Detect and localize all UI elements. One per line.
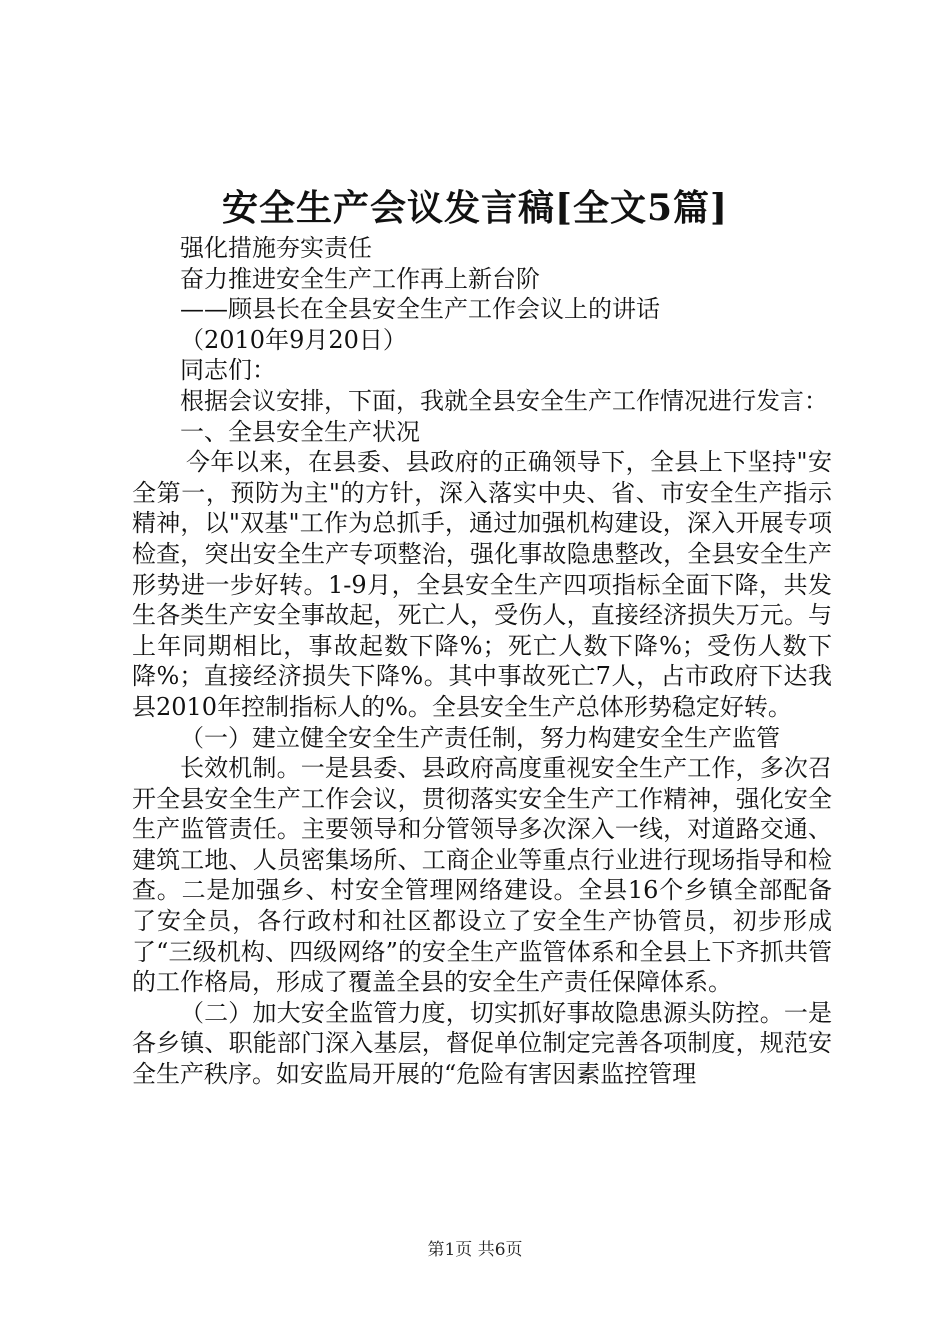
salutation: 同志们： [180, 356, 276, 385]
paragraph-responsibility: 长效机制。一是县委、县政府高度重视安全生产工作，多次召开全县安全生产工作会议，贯彻落实安全生产工作精神，强化安全生产监管责任。主要领导和分管领导多次深入一线，对道路交通、建筑工地、人员密集场所、工商企业等重点行业进行现场指导和检查。二是加强乡、村安全管理网络建设。全县16个乡镇全部配备了安全员，各行政村和社区都设立了安全生产协管员，初步形成了“三级机构、四级网络”的安全生产监管体系和全县上下齐抓共管的工作格局，形成了覆盖全县的安全生产责任保障体系。 [132, 754, 832, 997]
speech-attribution: ——顾县长在全县安全生产工作会议上的讲话 [180, 295, 660, 324]
document-body [132, 233, 832, 1090]
page-number-footer: 第1页 共6页 [427, 1240, 523, 1260]
subsection-heading-1: （一）建立健全安全生产责任制，努力构建安全生产监管 [180, 723, 780, 752]
section-heading-1: 一、全县安全生产状况 [180, 417, 420, 446]
paragraph-status: 今年以来，在县委、县政府的正确领导下，全县上下坚持"安全第一，预防为主"的方针，深入落实中央、省、市安全生产指示精神，以"双基"工作为总抓手，通过加强机构建设，深入开展专项检查，突出安全生产专项整治，强化事故隐患整改，全县安全生产形势进一步好转。1-9月，全县安全生产四项指标全面下降，共发生各类生产安全事故起，死亡人，受伤人，直接经济损失万元。与上年同期相比，事故起数下降%；死亡人数下降%；受伤人数下降%；直接经济损失下降%。其中事故死亡7人，占市政府下达我县2010年控制指标人的%。全县安全生产总体形势稳定好转。 [132, 448, 832, 721]
speech-date: （2010年9月20日） [180, 325, 407, 354]
subtitle-line-2: 奋力推进安全生产工作再上新台阶 [180, 264, 540, 293]
document-title: 安全生产会议发言稿[全文5篇] [221, 187, 729, 229]
paragraph-intro: 根据会议安排，下面，我就全县安全生产工作情况进行发言： [180, 386, 828, 415]
paragraph-supervision: （二）加大安全监管力度，切实抓好事故隐患源头防控。一是各乡镇、职能部门深入基层，督促单位制定完善各项制度，规范安全生产秩序。如安监局开展的“危险有害因素监控管理 [132, 998, 832, 1089]
subtitle-line-1: 强化措施夯实责任 [180, 234, 372, 262]
